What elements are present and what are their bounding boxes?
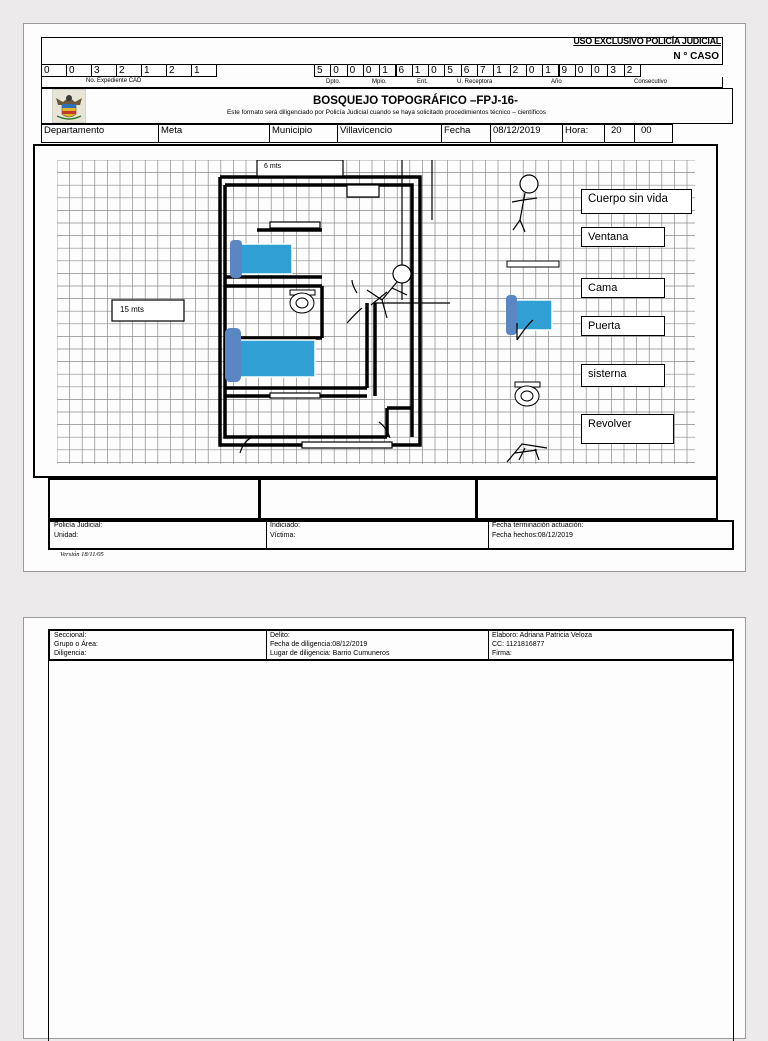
expediente-digit-0: 0 [41,64,67,77]
case-digit-15: 9 [559,64,576,77]
signature-box-2 [259,478,477,520]
footer-divider-1 [266,521,267,549]
consecutivo-label: Consecutivo [634,79,668,85]
version-label: Versión 18/11/05 [60,551,104,558]
legend-cama: Cama [581,278,665,298]
coat-of-arms-icon [52,89,86,123]
revolver-legend-icon [507,444,547,462]
page2-divider-1 [266,630,267,660]
firma-label: Firma: [492,650,512,657]
policia-judicial-label: Policía Judicial: [54,522,103,529]
bed-icon-1 [230,240,292,278]
diligencia-label: Diligencia: [54,650,87,657]
footer-divider-2 [488,521,489,549]
delito-label: Delito: [270,632,290,639]
case-digit-17: 0 [591,64,608,77]
thin-walls [112,160,450,448]
municipio-value: Villavicencio [337,124,441,143]
case-digit-10: 7 [477,64,494,77]
indiciado-label: Indiciado: [270,522,300,529]
receptora-label: U. Receptora [457,79,493,85]
form-page-2 [23,617,746,1039]
legend-sisterna: sisterna [581,364,665,387]
legend-cuerpo-sin-vida: Cuerpo sin vida [581,189,692,214]
expediente-label: No. Expediente CAD [86,78,142,84]
toilet-icon [290,290,315,313]
case-digit-3: 0 [363,64,380,77]
case-digit-18: 3 [607,64,624,77]
case-digit-19: 2 [624,64,641,77]
seccional-label: Seccional: [54,632,87,639]
width-measure-label: 6 mts [264,163,282,170]
body-legend-icon [512,175,538,232]
form-subtitle: Este formato será diligenciado por Policía Judicial cuando se haya solicitado procedimientos técnico – científicos [227,109,546,116]
case-digit-9: 6 [461,64,478,77]
victima-label: Víctima: [270,532,296,539]
page2-divider-2 [488,630,489,660]
lugar-diligencia-label: Lugar de diligencia: Barrio Cumuneros [270,650,390,657]
expediente-digit-6: 1 [191,64,217,77]
fecha-value: 08/12/2019 [490,124,562,143]
fecha-hechos-label: Fecha hechos:08/12/2019 [492,532,573,539]
elaboro-label: Elaboro: Adriana Patricia Veloza [492,632,593,639]
toilet-legend-icon [515,382,540,406]
signature-box-3 [476,478,718,520]
cc-label: CC: 1121816877 [492,641,545,648]
expediente-digit-1: 0 [66,64,92,77]
ent-label: Ent. [417,79,428,85]
case-digit-7: 0 [428,64,445,77]
form-page-1 [23,23,746,572]
departamento-label: Departamento [41,124,158,143]
ano-label: Año [551,79,562,85]
numero-caso-label: N ° CASO [673,51,719,62]
page2-header-table [48,629,734,661]
case-digit-8: 5 [444,64,461,77]
mpio-label: Mpio. [372,79,387,85]
case-digit-14: 1 [542,64,559,77]
location-date-row [41,124,733,144]
case-digit-6: 1 [412,64,429,77]
fecha-terminacion-label: Fecha terminación actuación: [492,522,584,529]
hora-minutes: 00 [634,124,673,143]
case-digit-13: 0 [526,64,543,77]
case-digit-5: 6 [396,64,413,77]
fecha-label: Fecha [441,124,490,143]
case-digit-16: 0 [575,64,592,77]
footer-table [48,520,734,550]
hora-hours: 20 [604,124,634,143]
municipio-label: Municipio [269,124,337,143]
case-digit-2: 0 [347,64,364,77]
case-digit-1: 0 [330,64,347,77]
expediente-digit-4: 1 [141,64,167,77]
signature-box-1 [48,478,260,520]
case-digit-4: 1 [379,64,396,77]
case-digit-0: 5 [314,64,331,77]
departamento-value: Meta [158,124,269,143]
legend-ventana: Ventana [581,227,665,247]
window-legend-icon [507,261,559,267]
expediente-digit-3: 2 [116,64,142,77]
page2-content-frame [48,661,734,1041]
legend-puerta: Puerta [581,316,665,336]
dpto-label: Dpto. [326,79,341,85]
legend-revolver: Revolver [581,414,674,444]
expediente-digit-5: 2 [166,64,192,77]
fecha-diligencia-label: Fecha de diligencia:08/12/2019 [270,641,368,648]
uso-exclusivo-label: USO EXCLUSIVO POLICÍA JUDICIAL [573,36,721,46]
case-digit-12: 2 [510,64,527,77]
length-measure-label: 15 mts [120,305,145,314]
unidad-label: Unidad: [54,532,79,539]
case-digit-11: 1 [493,64,510,77]
bed-legend-icon [506,295,552,335]
form-title: BOSQUEJO TOPOGRÁFICO –FPJ-16- [313,95,518,107]
grupo-area-label: Grupo o Área: [54,641,98,648]
hora-label: Hora: [562,124,604,143]
expediente-digit-2: 3 [91,64,117,77]
